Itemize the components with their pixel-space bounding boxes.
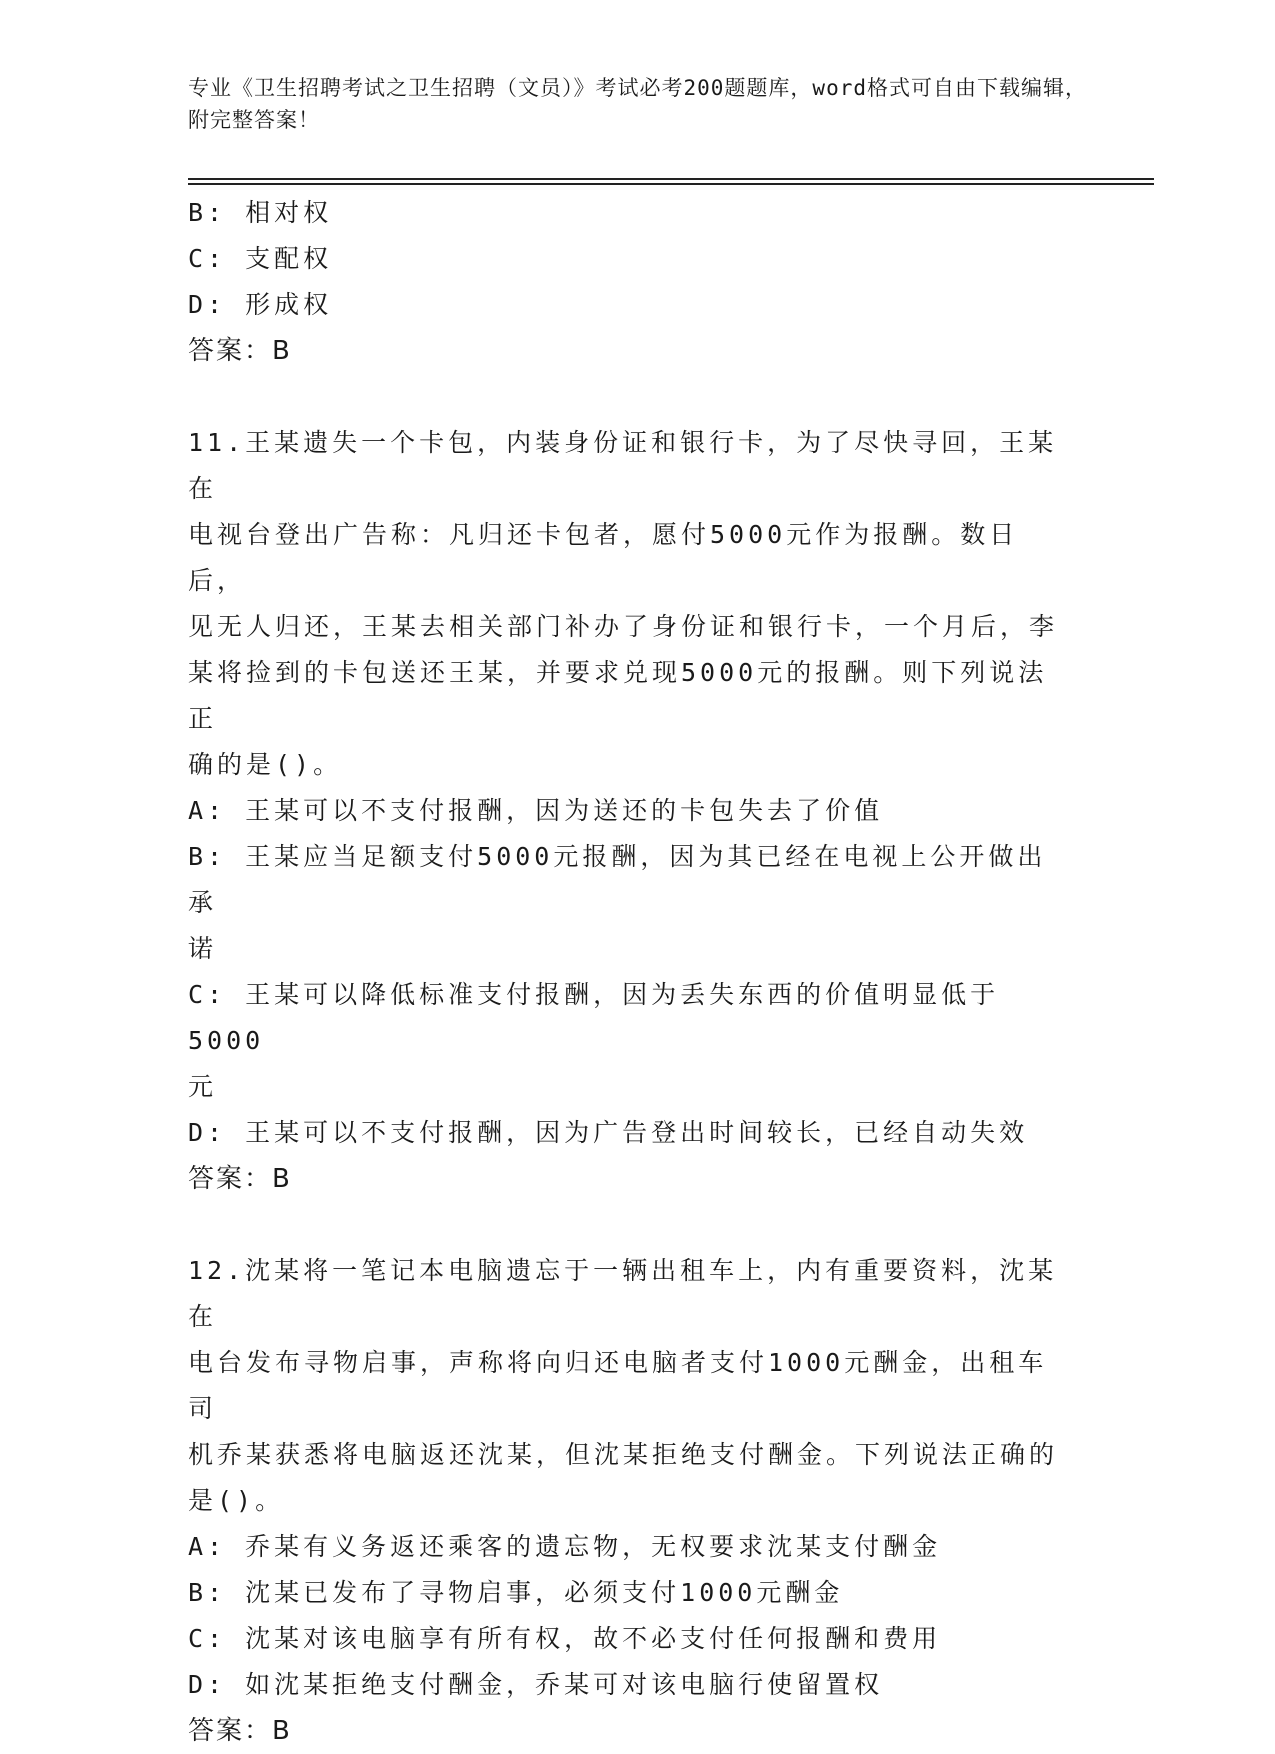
- answer-line: 答案：B: [188, 1164, 292, 1194]
- question-stem-line: 电台发布寻物启事，声称将向归还电脑者支付1000元酬金，出租车司: [188, 1348, 1048, 1423]
- option-c: C: 支配权: [188, 244, 333, 273]
- question-stem-line: 机乔某获悉将电脑返还沈某，但沈某拒绝支付酬金。下列说法正确的: [188, 1440, 1059, 1469]
- question-11: [188, 420, 1068, 1202]
- option-d: D: 如沈某拒绝支付酬金，乔某可对该电脑行使留置权: [188, 1670, 884, 1699]
- option-b: B: 相对权: [188, 198, 333, 227]
- question-stem-line: 12.沈某将一笔记本电脑遗忘于一辆出租车上，内有重要资料，沈某在: [188, 1256, 1058, 1331]
- question-stem-line: 电视台登出广告称：凡归还卡包者，愿付5000元作为报酬。数日后，: [188, 520, 1019, 595]
- option-b: B: 王某应当足额支付5000元报酬，因为其已经在电视上公开做出承: [188, 842, 1047, 917]
- option-b: B: 沈某已发布了寻物启事，必须支付1000元酬金: [188, 1578, 844, 1607]
- header-divider-top: [188, 178, 1154, 180]
- option-c-continued: 元: [188, 1072, 218, 1101]
- question-10-tail: [188, 190, 1068, 374]
- option-d: D: 形成权: [188, 290, 333, 319]
- document-body: [188, 190, 1068, 1754]
- question-stem-line: 见无人归还，王某去相关部门补办了身份证和银行卡，一个月后，李: [188, 612, 1059, 641]
- option-b-continued: 诺: [188, 934, 218, 963]
- question-stem-line: 确的是()。: [188, 750, 343, 779]
- question-stem-line: 是()。: [188, 1486, 285, 1515]
- option-a: A: 王某可以不支付报酬，因为送还的卡包失去了价值: [188, 796, 884, 825]
- question-stem-line: 11.王某遗失一个卡包，内装身份证和银行卡，为了尽快寻回，王某在: [188, 428, 1058, 503]
- question-12: [188, 1248, 1068, 1754]
- question-stem-line: 某将捡到的卡包送还王某，并要求兑现5000元的报酬。则下列说法正: [188, 658, 1048, 733]
- option-c: C: 王某可以降低标准支付报酬，因为丢失东西的价值明显低于5000: [188, 980, 1000, 1055]
- option-c: C: 沈某对该电脑享有所有权，故不必支付任何报酬和费用: [188, 1624, 942, 1653]
- header-divider-bottom: [188, 183, 1154, 185]
- answer-line: 答案：B: [188, 336, 292, 366]
- option-a: A: 乔某有义务返还乘客的遗忘物，无权要求沈某支付酬金: [188, 1532, 942, 1561]
- answer-line: 答案：B: [188, 1716, 292, 1746]
- document-header: 专业《卫生招聘考试之卫生招聘（文员）》考试必考200题题库，word格式可自由下载编辑，附完整答案！: [188, 76, 1087, 132]
- option-d: D: 王某可以不支付报酬，因为广告登出时间较长，已经自动失效: [188, 1118, 1029, 1147]
